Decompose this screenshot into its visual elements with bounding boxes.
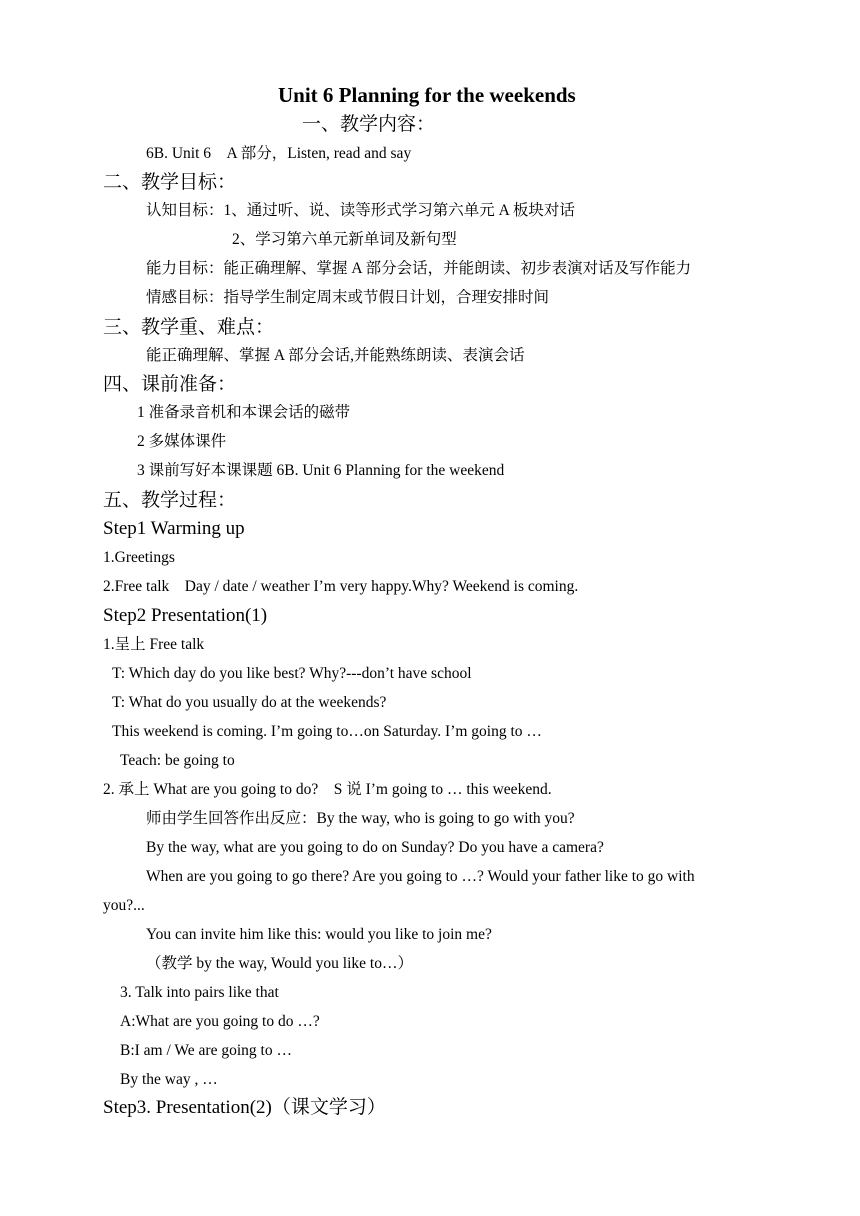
step-3-heading: Step3. Presentation(2)（课文学习） [103,1097,386,1118]
step-2-line-1: 1.呈上 Free talk [103,636,205,653]
step-2-line-9: When are you going to go there? Are you going to …? Would your father like to go with [146,868,695,885]
step-2-line-3: T: What do you usually do at the weekends? [112,694,387,711]
section-4-line-1: 1 准备录音机和本课会话的磁带 [137,404,351,421]
section-3-text: 能正确理解、掌握 A 部分会话,并能熟练朗读、表演会话 [146,347,525,364]
section-4-heading: 四、课前准备： [103,374,237,395]
section-2-line-3: 能力目标：能正确理解、掌握 A 部分会话，并能朗读、初步表演对话及写作能力 [146,260,692,277]
step-2-line-15: B:I am / We are going to … [120,1042,292,1059]
section-2-line-1: 认知目标：1、通过听、说、读等形式学习第六单元 A 板块对话 [146,202,575,219]
step-1-line-2: 2.Free talk Day / date / weather I’m very happy.Why? Weekend is coming. [103,578,579,595]
step-1-line-1: 1.Greetings [103,549,175,566]
section-2-line-2: 2、学习第六单元新单词及新句型 [232,231,457,248]
section-1-heading: 一、教学内容： [302,114,436,135]
step-2-line-8: By the way, what are you going to do on Sunday? Do you have a camera? [146,839,604,856]
section-4-line-3: 3 课前写好本课课题 6B. Unit 6 Planning for the weekend [137,462,505,479]
step-2-line-5: Teach: be going to [120,752,235,769]
document-title: Unit 6 Planning for the weekends [278,83,576,107]
section-3-heading: 三、教学重、难点： [103,317,275,338]
step-2-line-10: you?... [103,897,145,914]
step-2-line-14: A:What are you going to do …? [120,1013,320,1030]
step-2-line-11: You can invite him like this: would you like to join me? [146,926,492,943]
step-2-line-12: （教学 by the way, Would you like to…） [146,955,413,972]
section-4-line-2: 2 多媒体课件 [137,433,227,450]
step-2-heading: Step2 Presentation(1) [103,605,268,626]
step-2-line-2: T: Which day do you like best? Why?---don’t have school [112,665,472,682]
section-1-text: 6B. Unit 6 A 部分，Listen, read and say [146,145,412,162]
step-2-line-6: 2. 承上 What are you going to do? S 说 I’m going to … this weekend. [103,781,552,798]
section-5-heading: 五、教学过程： [103,490,237,511]
step-2-line-13: 3. Talk into pairs like that [120,984,279,1001]
section-2-line-4: 情感目标：指导学生制定周末或节假日计划，合理安排时间 [146,289,550,306]
step-2-line-16: By the way , … [120,1071,218,1088]
step-1-heading: Step1 Warming up [103,518,245,539]
step-2-line-7: 师由学生回答作出反应：By the way, who is going to go with you? [146,810,575,827]
step-2-line-4: This weekend is coming. I’m going to…on Saturday. I’m going to … [112,723,542,740]
section-2-heading: 二、教学目标： [103,172,237,193]
